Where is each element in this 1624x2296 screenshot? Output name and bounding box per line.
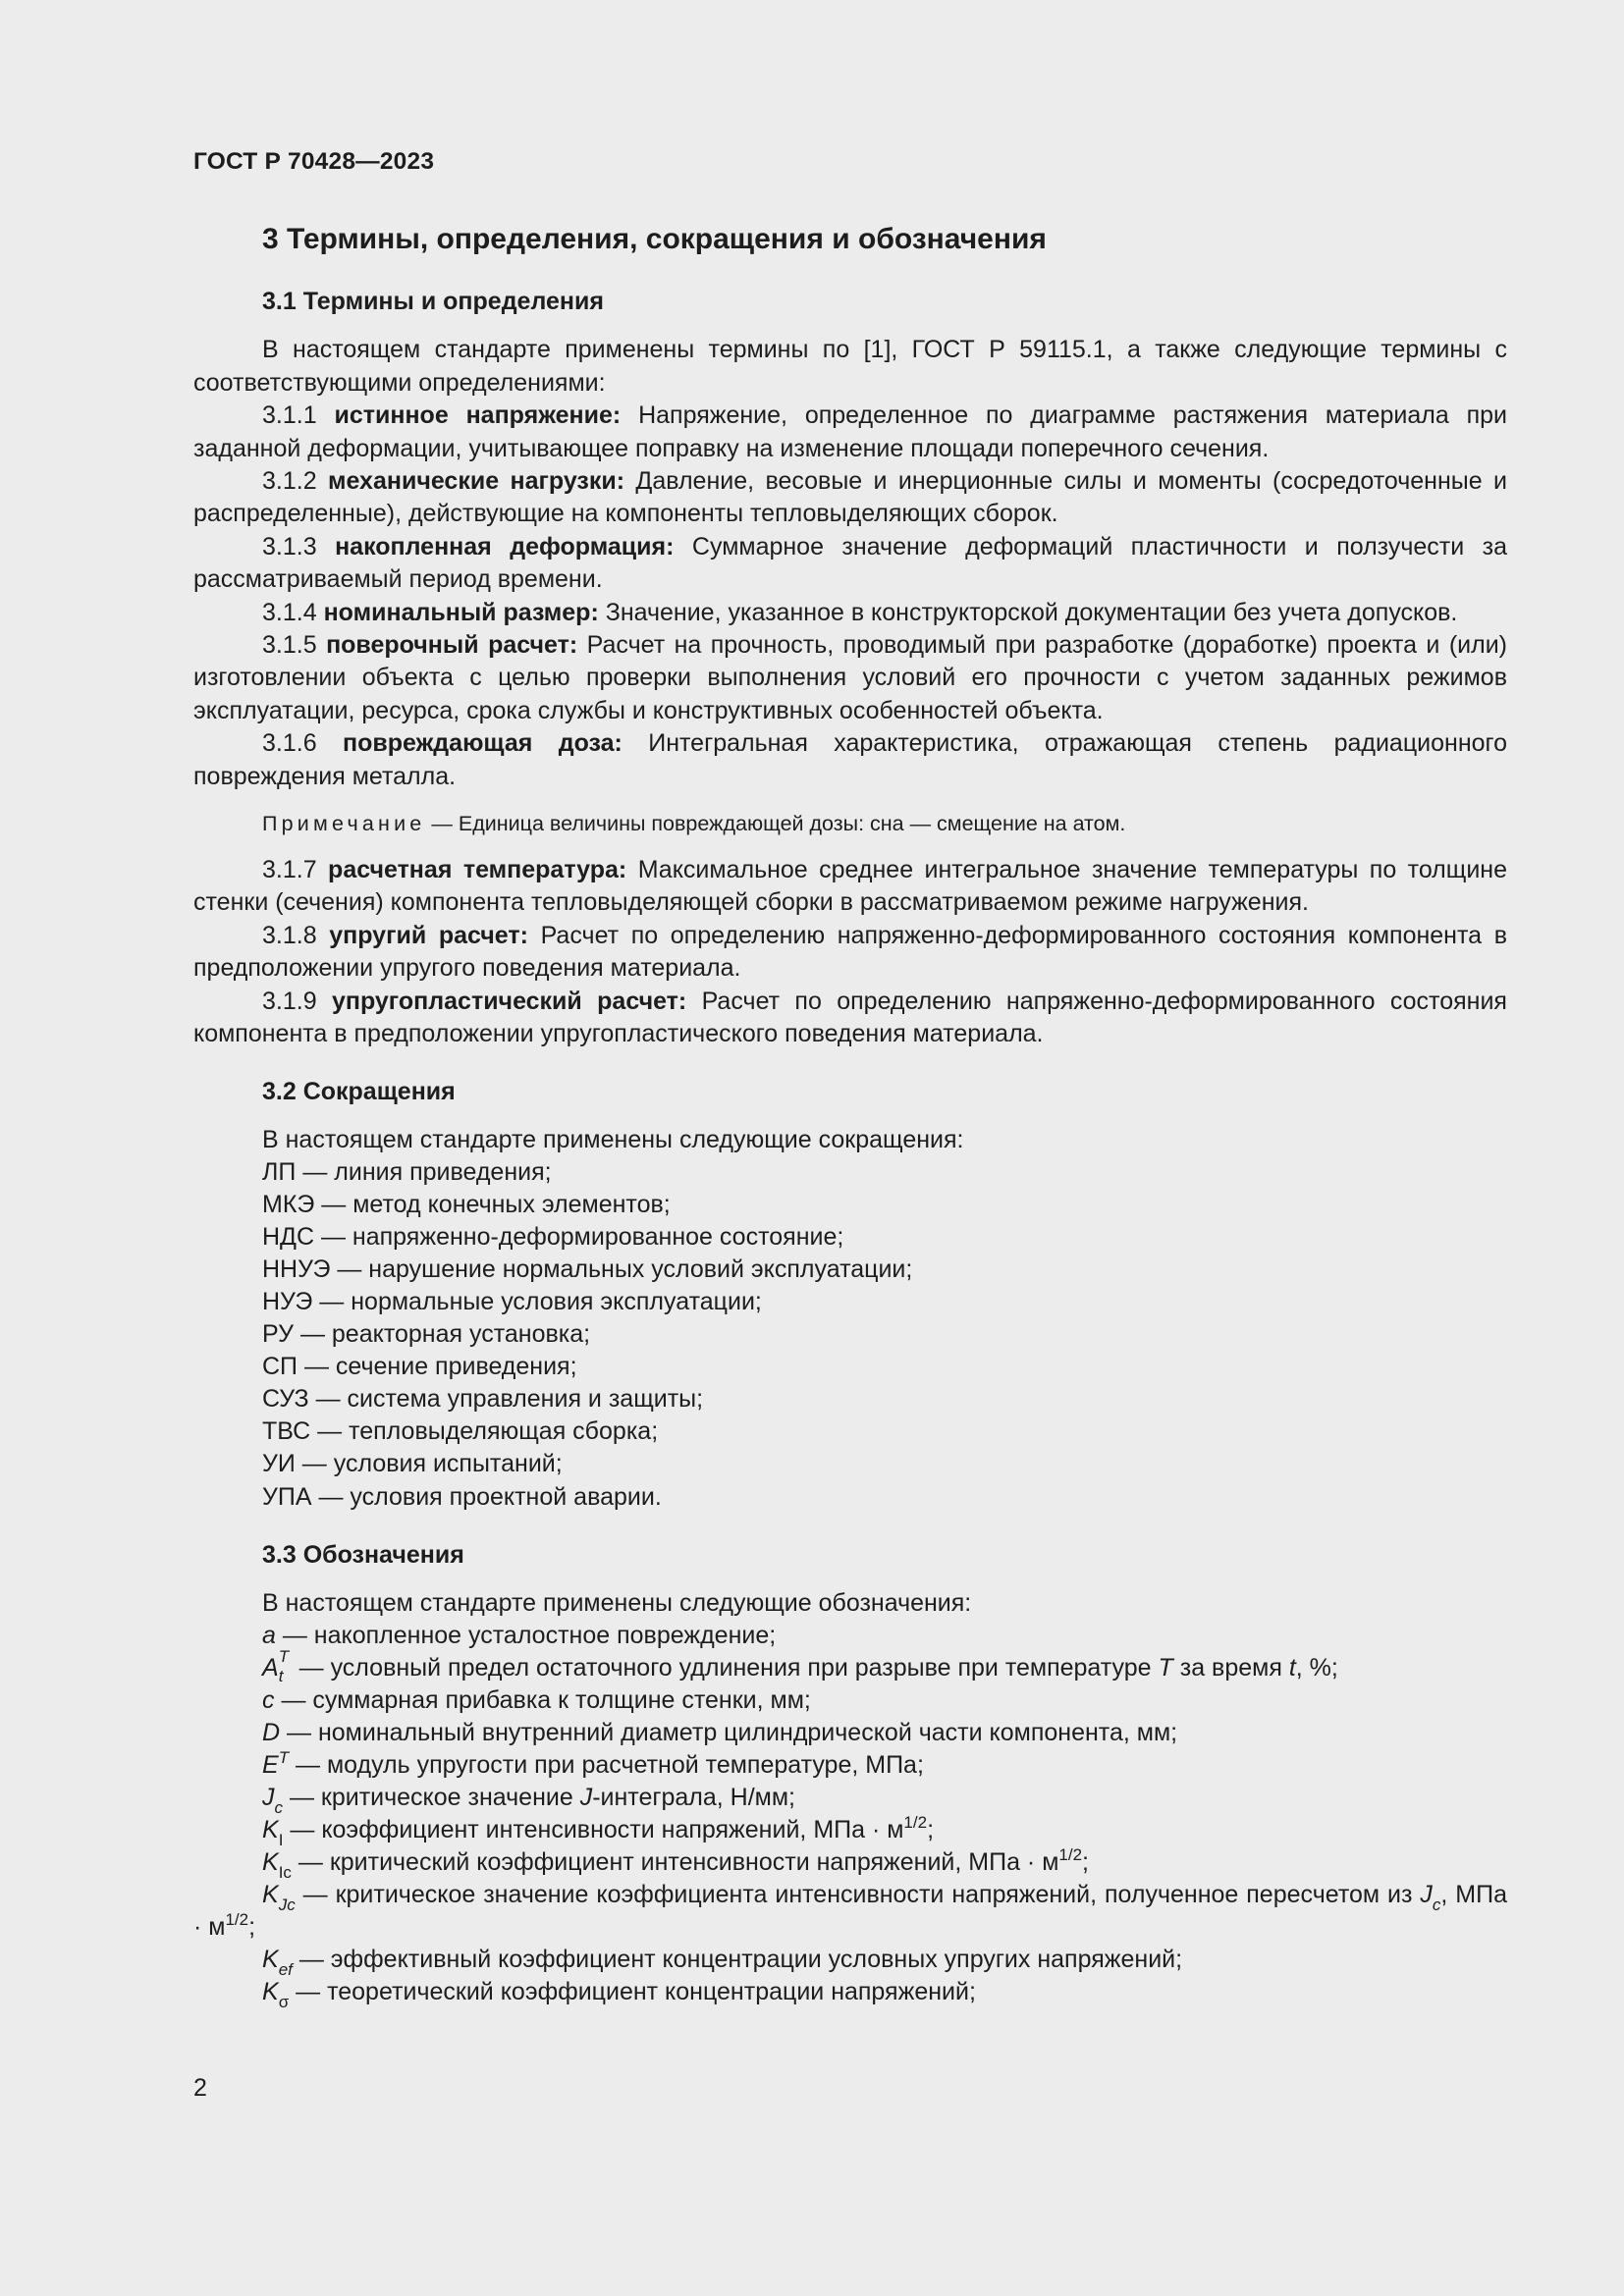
symbol-item xyxy=(193,1879,1507,1944)
term-number: 3.1.6 xyxy=(262,729,317,758)
term-item xyxy=(193,920,1507,986)
document-header: ГОСТ Р 70428—2023 xyxy=(193,148,435,175)
symbol-description-tail: ; xyxy=(927,1815,935,1843)
abbreviations-list xyxy=(262,1124,1507,1514)
symbol-item xyxy=(193,1944,1507,1979)
list-item: СУЗ — система управления и защиты; xyxy=(262,1385,704,1414)
symbol: c xyxy=(262,1685,275,1714)
symbol: K xyxy=(262,1880,279,1908)
term-definition: Давление, весовые и инерционные силы и моменты (сосредоточенные и распределенные), действующие на компоненты тепловыделяющих сборок. xyxy=(193,467,1507,528)
page-number: 2 xyxy=(193,2074,207,2102)
symbol-item xyxy=(193,1844,1507,1882)
term-name: номинальный размер: xyxy=(323,598,599,626)
symbol-item xyxy=(193,1684,1507,1717)
symbol-subscript: c xyxy=(274,1797,283,1817)
unit-exponent: 1/2 xyxy=(225,1909,249,1929)
symbol-description: за время xyxy=(1172,1653,1289,1682)
symbol-subscript: I xyxy=(278,1830,284,1849)
term-name: упругий расчет: xyxy=(329,921,528,949)
symbol-variable: J xyxy=(1420,1880,1433,1908)
symbol-variable-subscript: c xyxy=(1432,1895,1441,1914)
term-name: упругопластический расчет: xyxy=(331,987,687,1015)
term-note xyxy=(262,809,1507,838)
symbol: K xyxy=(262,1815,279,1843)
symbol-description: -интеграла, Н/мм; xyxy=(592,1783,795,1811)
list-item: НДС — напряженно-деформированное состояние; xyxy=(262,1222,844,1251)
symbol-superscript: T xyxy=(278,1747,290,1767)
term-definition: Расчет по определению напряженно-деформированного состояния компонента в предположении упругопластического поведения материала. xyxy=(193,987,1507,1048)
symbol-description: — критическое значение коэффициента интенсивности напряжений, полученное пересчетом из xyxy=(295,1880,1421,1908)
term-item xyxy=(193,986,1507,1051)
symbol: E xyxy=(262,1750,279,1779)
symbol-description: — коэффициент интенсивности напряжений, МПа · м xyxy=(283,1815,904,1843)
symbol-item xyxy=(193,1717,1507,1749)
symbol-description: — теоретический коэффициент концентрации напряжений; xyxy=(289,1977,976,2005)
symbol: D xyxy=(262,1718,281,1746)
symbol-item xyxy=(193,1782,1507,1817)
list-item: УПА — условия проектной аварии. xyxy=(262,1482,662,1511)
symbols-list xyxy=(193,1587,1507,2011)
symbol-item xyxy=(193,1646,1507,1685)
symbol: K xyxy=(262,1847,279,1876)
term-definition: Напряжение, определенное по диаграмме растяжения материала при заданной деформации, учитывающее поправку на изменение площади поперечного сечения. xyxy=(193,401,1507,462)
symbol-subscript: Jc xyxy=(278,1895,296,1914)
term-definition: Максимальное среднее интегральное значение температуры по толщине стенки (сечения) компонента тепловыделяющей сборки в рассматриваемом режиме нагружения. xyxy=(193,856,1508,917)
term-number: 3.1.5 xyxy=(262,631,317,660)
term-name: механические нагрузки: xyxy=(327,467,625,496)
section-title: 3 Термины, определения, сокращения и обозначения xyxy=(262,223,1047,256)
abbreviations-intro: В настоящем стандарте применены следующие сокращения: xyxy=(262,1125,964,1153)
list-item: МКЭ — метод конечных элементов; xyxy=(262,1190,671,1218)
symbol: K xyxy=(262,1945,279,1973)
term-item xyxy=(193,400,1507,465)
symbol-item xyxy=(193,1749,1507,1782)
term-name: накопленная деформация: xyxy=(335,532,675,561)
term-name: поверочный расчет: xyxy=(326,631,578,660)
list-item: ЛП — линия приведения; xyxy=(262,1157,552,1186)
symbol: J xyxy=(262,1783,275,1811)
term-definition: Интегральная характеристика, отражающая степень радиационного повреждения металла. xyxy=(193,729,1508,790)
term-item xyxy=(193,465,1507,531)
term-definition: Расчет по определению напряженно-деформированного состояния компонента в предположении упругого поведения материала. xyxy=(193,921,1507,983)
symbol-subscript: t xyxy=(278,1666,284,1685)
term-name: истинное напряжение: xyxy=(334,401,622,430)
symbol-subscript: σ xyxy=(278,1992,290,2011)
list-item: УИ — условия испытаний; xyxy=(262,1450,563,1478)
list-item: ТВС — тепловыделяющая сборка; xyxy=(262,1417,659,1446)
symbol-description: — условный предел остаточного удлинения при разрыве при температуре xyxy=(292,1653,1159,1682)
symbols-title: 3.3 Обозначения xyxy=(262,1540,464,1569)
term-name: расчетная температура: xyxy=(328,856,627,884)
symbol-description: — эффективный коэффициент концентрации условных упругих напряжений; xyxy=(292,1945,1183,1973)
symbol-description: — критический коэффициент интенсивности напряжений, МПа · м xyxy=(291,1847,1059,1876)
term-number: 3.1.9 xyxy=(262,987,317,1015)
list-item: НУЭ — нормальные условия эксплуатации; xyxy=(262,1287,762,1315)
symbol-item xyxy=(193,1620,1507,1652)
symbol-variable: J xyxy=(579,1783,593,1811)
term-definition: Расчет на прочность, проводимый при разработке (доработке) проекта и (или) изготовлении объекта с целью проверки выполнения условий его прочности с учетом заданных режимов эксплуатации, ресурса, срока службы и конструктивных особенностей объекта. xyxy=(193,631,1507,724)
term-definition: Значение, указанное в конструкторской документации без учета допусков. xyxy=(605,598,1458,626)
term-item xyxy=(193,531,1507,597)
symbol-description-tail: ; xyxy=(248,1912,256,1941)
symbol-description: , МПа · м xyxy=(193,1880,1507,1941)
abbreviations-title: 3.2 Сокращения xyxy=(262,1077,456,1105)
symbol-subscript: Ic xyxy=(278,1862,292,1882)
term-item xyxy=(193,629,1507,727)
document-page xyxy=(193,147,1508,2011)
term-item xyxy=(193,854,1507,920)
symbol-description: — критическое значение xyxy=(283,1783,580,1811)
symbols-intro: В настоящем стандарте применены следующие обозначения: xyxy=(262,1588,972,1617)
list-item: ННУЭ — нарушение нормальных условий эксплуатации; xyxy=(262,1255,913,1283)
symbol-description: — номинальный внутренний диаметр цилиндрической части компонента, мм; xyxy=(280,1718,1178,1746)
symbol-description: , %; xyxy=(1295,1653,1338,1682)
symbol-subscript: ef xyxy=(278,1959,293,1979)
term-definition: Суммарное значение деформаций пластичности и ползучести за рассматриваемый период времени. xyxy=(193,532,1508,594)
list-item: СП — сечение приведения; xyxy=(262,1353,577,1381)
symbol-description: — накопленное усталостное повреждение; xyxy=(275,1621,777,1649)
symbol-variable: t xyxy=(1288,1653,1296,1682)
note-label: Примечание xyxy=(262,812,426,836)
symbol-indices xyxy=(278,1646,293,1685)
symbol-superscript: T xyxy=(278,1646,290,1666)
symbol: a xyxy=(262,1621,276,1649)
term-number: 3.1.4 xyxy=(262,598,317,626)
term-number: 3.1.8 xyxy=(262,921,317,949)
term-number: 3.1.1 xyxy=(262,401,317,430)
symbol-description-tail: ; xyxy=(1082,1847,1089,1876)
term-number: 3.1.2 xyxy=(262,467,317,496)
terms-intro: В настоящем стандарте применены термины по [1], ГОСТ Р 59115.1, а также следующие термины с соответствующими определениями: xyxy=(193,336,1507,397)
term-number: 3.1.7 xyxy=(262,856,317,884)
symbol-variable: T xyxy=(1158,1653,1173,1682)
symbol: K xyxy=(262,1977,279,2005)
symbol-item xyxy=(193,1812,1507,1849)
note-text: — Единица величины повреждающей дозы: сна — смещение на атом. xyxy=(425,812,1126,836)
symbol-description: — модуль упругости при расчетной температуре, МПа; xyxy=(289,1750,924,1779)
term-item xyxy=(193,727,1507,793)
term-item xyxy=(193,597,1507,629)
list-item: РУ — реакторная установка; xyxy=(262,1320,591,1349)
term-name: повреждающая доза: xyxy=(343,729,623,758)
term-number: 3.1.3 xyxy=(262,532,317,561)
symbol: A xyxy=(262,1653,279,1682)
symbol-item xyxy=(193,1976,1507,2011)
unit-exponent: 1/2 xyxy=(1058,1844,1083,1864)
terms-title: 3.1 Термины и определения xyxy=(262,288,604,316)
unit-exponent: 1/2 xyxy=(903,1812,928,1832)
symbol-description: — суммарная прибавка к толщине стенки, мм; xyxy=(274,1685,811,1714)
